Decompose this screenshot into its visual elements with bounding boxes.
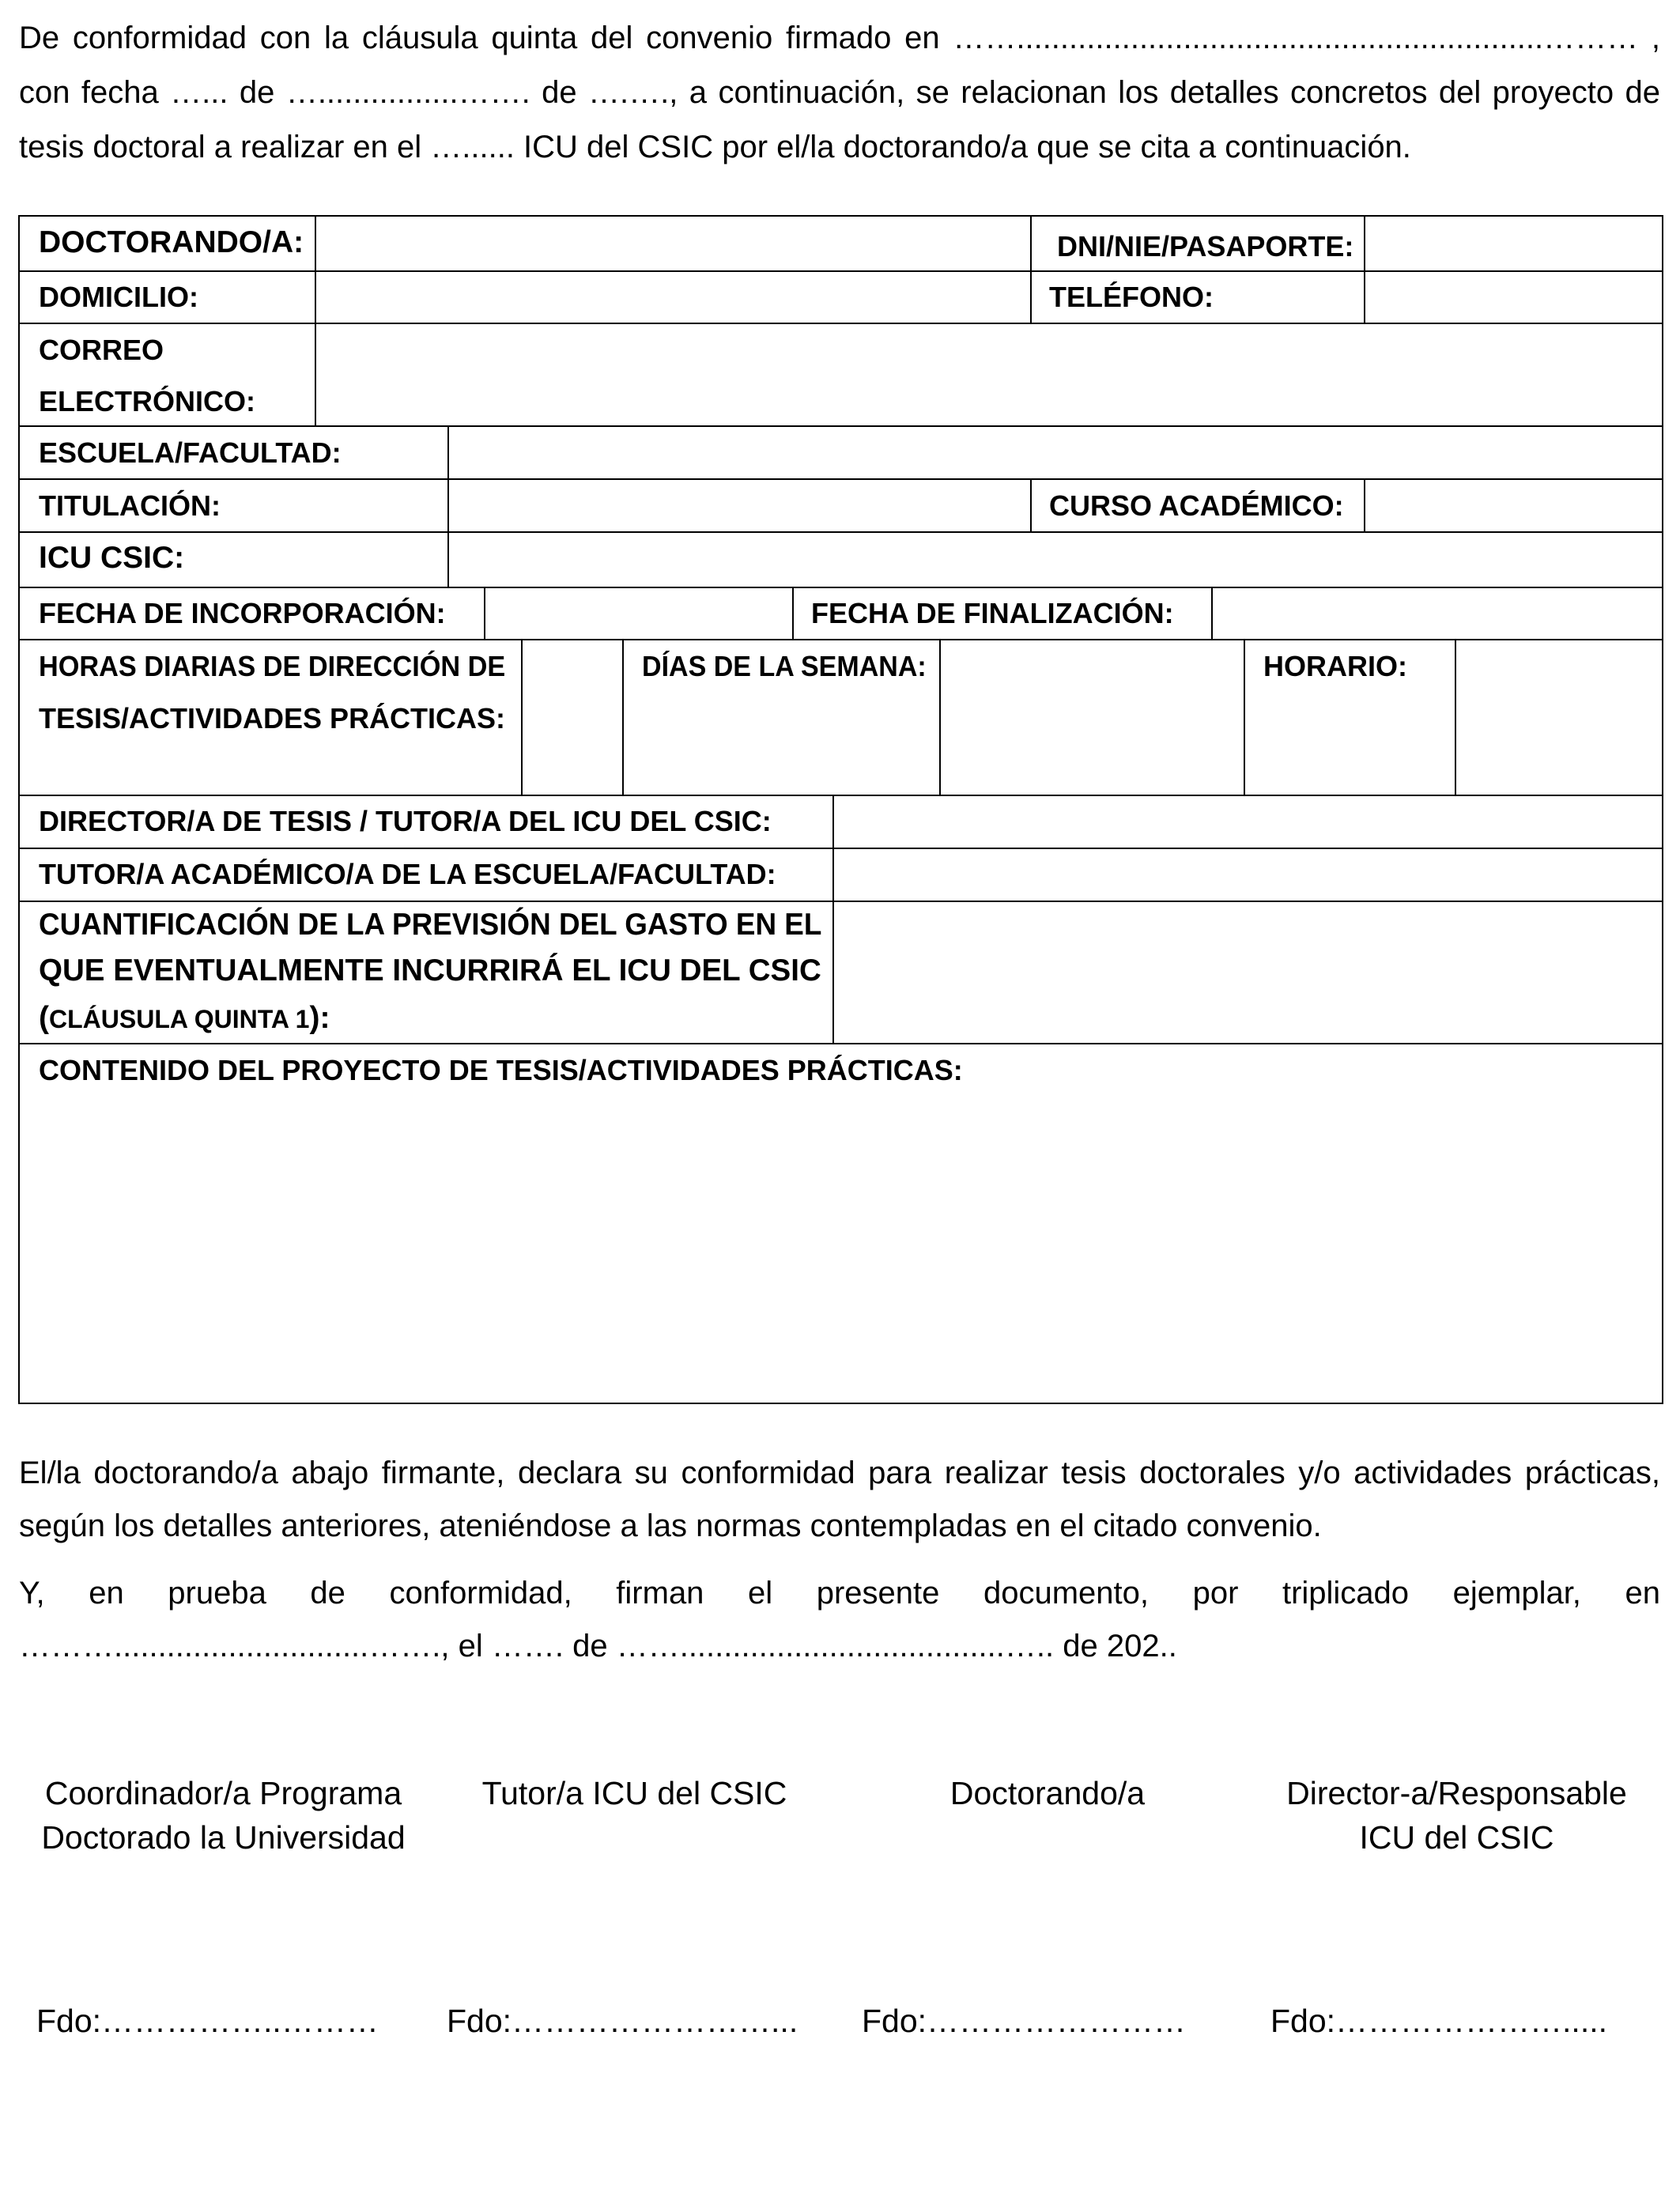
label-contenido: CONTENIDO DEL PROYECTO DE TESIS/ACTIVIDADES PRÁCTICAS: [39, 1054, 963, 1086]
label-cuantificacion-line1: CUANTIFICACIÓN DE LA PREVISIÓN DEL GASTO EN EL [39, 908, 822, 942]
signature-title-line1: Coordinador/a Programa [44, 1775, 402, 1811]
label-icu: ICU CSIC: [39, 541, 185, 575]
signature-title-line1: Director-a/Responsable [1286, 1775, 1627, 1811]
row-divider [20, 1043, 1662, 1044]
signature-line-doctorando[interactable]: Fdo:…………………… [862, 2003, 1187, 2039]
signature-doctorando [862, 1771, 1233, 1815]
label-escuela: ESCUELA/FACULTAD: [39, 436, 342, 469]
label-domicilio: DOMICILIO: [39, 281, 198, 313]
row-divider [20, 639, 1662, 640]
col-divider [622, 639, 624, 795]
label-tutor-academico: TUTOR/A ACADÉMICO/A DE LA ESCUELA/FACULTAD: [39, 858, 776, 890]
label-horas-line1: HORAS DIARIAS DE DIRECCIÓN DE [39, 650, 506, 682]
horas-field[interactable] [523, 639, 622, 795]
label-doctorando: DOCTORANDO/A: [39, 225, 304, 259]
curso-field[interactable] [1365, 478, 1662, 531]
signature-title-line2: Doctorado la Universidad [41, 1819, 406, 1856]
dni-field[interactable] [1365, 217, 1662, 270]
signature-director-responsable [1265, 1771, 1648, 1860]
horario-field[interactable] [1456, 639, 1662, 795]
col-divider [1030, 270, 1032, 323]
signature-tutor-icu [443, 1771, 826, 1815]
director-field[interactable] [834, 795, 1662, 848]
contenido-field[interactable] [20, 1094, 1662, 1403]
icu-field[interactable] [449, 531, 1662, 587]
col-divider [1030, 217, 1032, 270]
signature-coordinador [24, 1771, 423, 1860]
cuantificacion-field[interactable] [834, 901, 1662, 1043]
label-fecha-finalizacion: FECHA DE FINALIZACIÓN: [811, 597, 1174, 629]
label-titulacion: TITULACIÓN: [39, 489, 221, 522]
label-cuantificacion-line3 [39, 995, 330, 1043]
signature-line-tutor-icu[interactable]: Fdo:……………………... [447, 2003, 798, 2039]
fecha-incorporacion-field[interactable] [485, 587, 792, 639]
signature-title-line1: Tutor/a ICU del CSIC [481, 1775, 787, 1811]
col-divider [1030, 478, 1032, 531]
thesis-details-form [18, 215, 1663, 1404]
label-curso: CURSO ACADÉMICO: [1049, 489, 1344, 522]
label-horario: HORARIO: [1263, 650, 1407, 682]
label-fecha-incorporacion: FECHA DE INCORPORACIÓN: [39, 597, 446, 629]
declaration-paragraph-2: Y, en prueba de conformidad, firman el presente documento, por triplicado ejemplar, en ……….............................……., el ……. de …….....................................….. de 202.. [19, 1576, 1660, 1663]
label-cuantificacion-close: ): [309, 1001, 330, 1035]
signature-title-line2: ICU del CSIC [1359, 1819, 1554, 1856]
label-correo-line2: ELECTRÓNICO: [39, 385, 255, 417]
signature-line-coordinador[interactable]: Fdo:……………..……… [36, 2003, 379, 2039]
label-horas-line2: TESIS/ACTIVIDADES PRÁCTICAS: [39, 702, 506, 734]
intro-section [19, 11, 1660, 175]
declaration-section [19, 1447, 1660, 1687]
domicilio-field[interactable] [316, 270, 1030, 323]
label-correo-line1: CORREO [39, 334, 164, 366]
label-cuantificacion-line2: QUE EVENTUALMENTE INCURRIRÁ EL ICU DEL CSIC [39, 954, 821, 987]
titulacion-field[interactable] [449, 478, 1030, 531]
label-telefono: TELÉFONO: [1049, 281, 1214, 313]
col-divider [1244, 639, 1245, 795]
intro-paragraph: De conformidad con la cláusula quinta del convenio firmado en ……............................................................……… , con fecha …... de …................……. de ….…., a continuación, se relacionan los detalles concretos del proyecto de tesis doctoral a realizar en el …...... ICU del CSIC por el/la doctorando/a que se cita a continuación. [19, 21, 1660, 164]
label-dias: DÍAS DE LA SEMANA: [642, 650, 927, 682]
label-director: DIRECTOR/A DE TESIS / TUTOR/A DEL ICU DEL CSIC: [39, 805, 772, 837]
declaration-paragraph-1: El/la doctorando/a abajo firmante, declara su conformidad para realizar tesis doctorales y/o actividades prácticas, según los detalles anteriores, ateniéndose a las normas contempladas en el citado convenio. [19, 1456, 1660, 1543]
correo-field[interactable] [316, 323, 1662, 425]
escuela-field[interactable] [449, 425, 1662, 478]
label-cuantificacion-clause: CLÁUSULA QUINTA 1 [49, 1005, 310, 1033]
telefono-field[interactable] [1365, 270, 1662, 323]
label-cuantificacion-open: ( [39, 1001, 49, 1035]
doctorando-field[interactable] [316, 217, 1030, 270]
col-divider [792, 587, 794, 639]
signature-line-director[interactable]: Fdo:…………………..... [1270, 2003, 1607, 2039]
fecha-finalizacion-field[interactable] [1213, 587, 1662, 639]
label-dni: DNI/NIE/PASAPORTE: [1057, 230, 1354, 262]
dias-field[interactable] [941, 639, 1244, 795]
signature-title-line1: Doctorando/a [949, 1775, 1146, 1811]
tutor-academico-field[interactable] [834, 848, 1662, 901]
